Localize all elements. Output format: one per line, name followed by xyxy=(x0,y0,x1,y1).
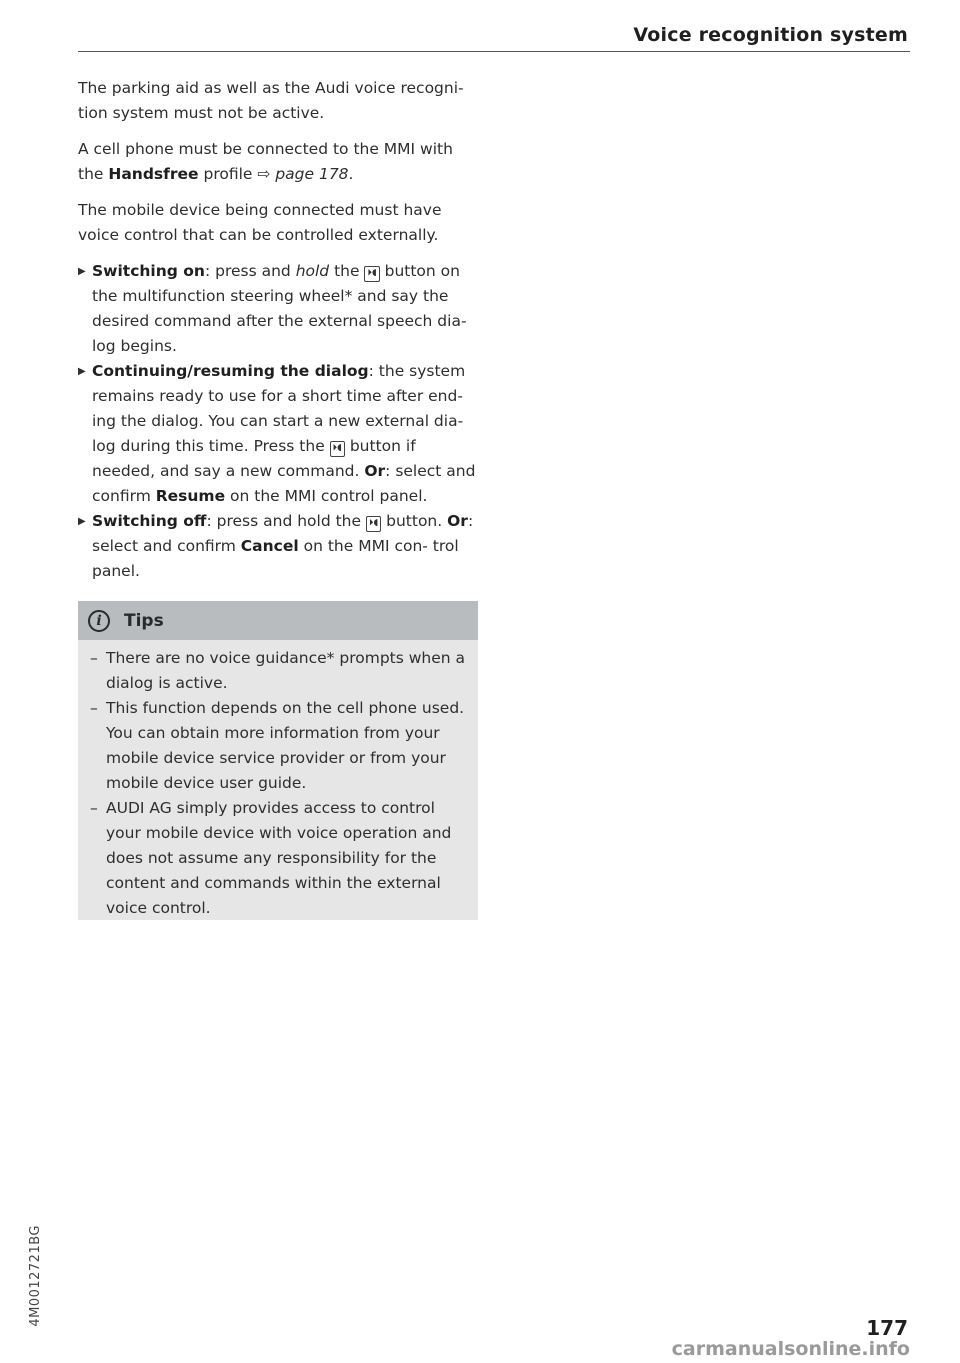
step-text: the xyxy=(329,262,365,280)
step-switching-off xyxy=(78,509,478,584)
mobile-note-paragraph: The mobile device being connected must have voice control that can be controlled externally. xyxy=(78,201,442,244)
step-text: on the MMI control panel. xyxy=(225,487,428,505)
step-or: Or xyxy=(447,512,468,530)
dash-marker: – xyxy=(90,799,98,817)
handsfree-term: Handsfree xyxy=(108,165,199,183)
document-code: 4M0012721BG xyxy=(28,1225,43,1327)
triangle-right-icon: ▶ xyxy=(78,266,86,277)
tips-list xyxy=(78,640,478,921)
tip-item xyxy=(90,696,466,796)
tip-text: AUDI AG simply provides access to control your mobile device with voice operation and does not assume any responsibility for the content and commands within the external voice control. xyxy=(106,799,452,917)
intro-paragraph: The parking aid as well as the Audi voice recogni- tion system must not be active. xyxy=(78,79,464,122)
main-column xyxy=(78,76,478,584)
tip-item xyxy=(90,646,466,696)
step-resume-term: Resume xyxy=(155,487,226,505)
step-text: on the MMI con- trol panel. xyxy=(92,537,459,580)
step-continuing-dialog xyxy=(78,359,478,509)
step-text: button on the multifunction steering wheel* and say the desired command after the external speech dia- log begins. xyxy=(92,262,467,355)
step-text: : select and confirm xyxy=(92,512,474,555)
dash-marker: – xyxy=(90,649,98,667)
step-emphasis: hold xyxy=(295,262,330,280)
info-circle-icon: i xyxy=(88,610,110,632)
tip-text: There are no voice guidance* prompts when a dialog is active. xyxy=(106,649,466,692)
tip-text: This function depends on the cell phone used. You can obtain more information from your mobile device service provider or from your mobile device user guide. xyxy=(106,699,465,792)
triangle-right-icon: ▶ xyxy=(78,516,86,527)
step-title: Switching on xyxy=(92,262,205,280)
step-text: : select and confirm xyxy=(92,462,476,505)
step-text: : press and hold the xyxy=(206,512,366,530)
tips-box xyxy=(78,601,478,920)
step-switching-on xyxy=(78,259,478,359)
tips-header xyxy=(78,601,478,640)
handsfree-text-end: . xyxy=(348,165,354,183)
step-title: Switching off xyxy=(92,512,207,530)
triangle-right-icon: ▶ xyxy=(78,366,86,377)
header-rule xyxy=(78,51,910,52)
step-text: : press and xyxy=(204,262,296,280)
step-text: button if needed, and say a new command. xyxy=(92,437,416,480)
step-text: button. xyxy=(381,512,448,530)
page-header-title: Voice recognition system xyxy=(633,24,908,46)
handsfree-text-post: profile xyxy=(198,165,258,183)
steps-list xyxy=(78,259,478,584)
page-number: 177 xyxy=(866,1316,908,1340)
watermark: carmanualsonline.info xyxy=(671,1338,910,1360)
tips-title: Tips xyxy=(124,610,164,631)
voice-button-icon: ⏵◖ xyxy=(364,266,379,282)
step-title: Continuing/resuming the dialog xyxy=(92,362,369,380)
step-or: Or xyxy=(364,462,386,480)
step-cancel-term: Cancel xyxy=(240,537,299,555)
handsfree-paragraph xyxy=(78,137,478,187)
dash-marker: – xyxy=(90,699,98,717)
page-reference-link[interactable]: ⇨ page 178 xyxy=(257,165,349,183)
tip-item xyxy=(90,796,466,921)
handsfree-text-pre: A cell phone must be connected to the MMI with the xyxy=(78,140,453,183)
step-text: : the system remains ready to use for a short time after end- ing the dialog. You can start a new external dia- log during this time. Press the xyxy=(92,362,466,455)
voice-button-icon: ⏵◖ xyxy=(366,516,381,532)
voice-button-icon: ⏵◖ xyxy=(330,441,345,457)
